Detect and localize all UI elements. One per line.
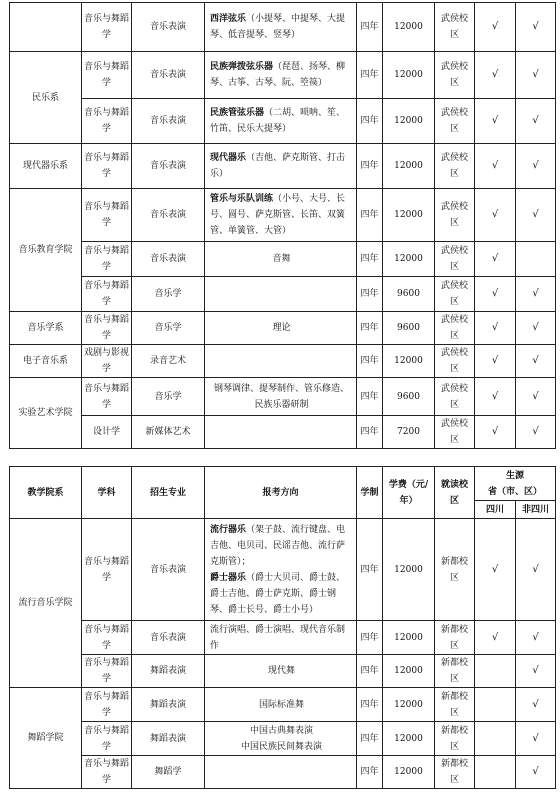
subject-cell: 音乐与舞蹈学 <box>82 189 132 242</box>
sichuan-check: √ <box>475 416 516 449</box>
subject-cell: 音乐与舞蹈学 <box>82 3 132 52</box>
non-sichuan-check: √ <box>516 52 556 99</box>
subject-cell: 音乐与舞蹈学 <box>82 655 132 688</box>
major-cell: 录音艺术 <box>132 345 205 378</box>
table-row <box>10 655 556 688</box>
campus-cell: 新都校区 <box>435 655 475 688</box>
subject-cell: 设计学 <box>82 416 132 449</box>
sichuan-check: √ <box>475 3 516 52</box>
non-sichuan-check: √ <box>516 312 556 345</box>
direction-cell: 西洋弦乐（小提琴、中提琴、大提琴、低音提琴、竖琴） <box>205 3 357 52</box>
years-cell: 四年 <box>357 52 383 99</box>
years-cell: 四年 <box>357 378 383 416</box>
subject-cell: 音乐与舞蹈学 <box>82 99 132 144</box>
fee-cell: 12000 <box>383 345 435 378</box>
header-dept: 教学院系 <box>10 467 82 519</box>
subject-cell: 戏剧与影视学 <box>82 345 132 378</box>
major-cell: 舞蹈表演 <box>132 722 205 756</box>
major-cell: 舞蹈表演 <box>132 688 205 722</box>
years-cell: 四年 <box>357 3 383 52</box>
major-cell: 音乐表演 <box>132 52 205 99</box>
campus-cell: 武侯校区 <box>435 242 475 277</box>
direction-cell: 现代舞 <box>205 655 357 688</box>
subject-cell: 音乐与舞蹈学 <box>82 688 132 722</box>
sichuan-check: √ <box>475 277 516 312</box>
campus-cell: 武侯校区 <box>435 277 475 312</box>
years-cell: 四年 <box>357 345 383 378</box>
fee-cell: 12000 <box>383 756 435 789</box>
major-cell: 音乐学 <box>132 378 205 416</box>
major-cell: 音乐表演 <box>132 189 205 242</box>
subject-cell: 音乐与舞蹈学 <box>82 378 132 416</box>
fee-cell: 12000 <box>383 144 435 189</box>
sichuan-check: √ <box>475 378 516 416</box>
years-cell: 四年 <box>357 312 383 345</box>
sichuan-check: √ <box>475 144 516 189</box>
dept-cell: 现代器乐系 <box>10 144 82 189</box>
campus-cell: 武侯校区 <box>435 52 475 99</box>
dept-cell: 电子音乐系 <box>10 345 82 378</box>
header-non-sichuan: 非四川 <box>516 501 556 519</box>
sichuan-check <box>475 655 516 688</box>
years-cell: 四年 <box>357 519 383 621</box>
fee-cell: 12000 <box>383 3 435 52</box>
direction-cell <box>205 416 357 449</box>
header-sichuan: 四川 <box>475 501 516 519</box>
non-sichuan-check: √ <box>516 189 556 242</box>
table-row <box>10 519 556 621</box>
table-row <box>10 189 556 242</box>
table-header-row <box>10 467 556 501</box>
table-row <box>10 99 556 144</box>
fee-cell: 12000 <box>383 99 435 144</box>
direction-cell: 流行演唱、爵士演唱、现代音乐制作 <box>205 621 357 655</box>
subject-cell: 音乐与舞蹈学 <box>82 242 132 277</box>
admissions-table-popular-dance <box>9 466 556 789</box>
years-cell: 四年 <box>357 144 383 189</box>
major-cell: 音乐学 <box>132 312 205 345</box>
subject-cell: 音乐与舞蹈学 <box>82 756 132 789</box>
sichuan-check: √ <box>475 345 516 378</box>
direction-cell <box>205 756 357 789</box>
header-years: 学制 <box>357 467 383 519</box>
table-row <box>10 277 556 312</box>
dept-cell: 流行音乐学院 <box>10 519 82 688</box>
table-row <box>10 52 556 99</box>
campus-cell: 新都校区 <box>435 621 475 655</box>
non-sichuan-check: √ <box>516 99 556 144</box>
table-row <box>10 3 556 52</box>
header-source <box>475 467 556 501</box>
sichuan-check: √ <box>475 621 516 655</box>
header-source-sub: 省（市、区） <box>488 486 543 497</box>
non-sichuan-check: √ <box>516 378 556 416</box>
admissions-table-continued <box>9 2 556 449</box>
major-cell: 音乐表演 <box>132 144 205 189</box>
campus-cell: 新都校区 <box>435 756 475 789</box>
years-cell: 四年 <box>357 242 383 277</box>
non-sichuan-check: √ <box>516 3 556 52</box>
direction-cell: 音舞 <box>205 242 357 277</box>
sichuan-check: √ <box>475 189 516 242</box>
header-subject: 学科 <box>82 467 132 519</box>
sichuan-check: √ <box>475 519 516 621</box>
non-sichuan-check: √ <box>516 345 556 378</box>
campus-cell: 新都校区 <box>435 722 475 756</box>
direction-cell <box>205 277 357 312</box>
header-major: 招生专业 <box>132 467 205 519</box>
table-row <box>10 378 556 416</box>
campus-cell: 武侯校区 <box>435 3 475 52</box>
table-row <box>10 688 556 722</box>
table-row <box>10 345 556 378</box>
campus-cell: 武侯校区 <box>435 312 475 345</box>
campus-cell: 新都校区 <box>435 688 475 722</box>
campus-cell: 武侯校区 <box>435 144 475 189</box>
years-cell: 四年 <box>357 189 383 242</box>
direction-cell: 中国古典舞表演 中国民族民间舞表演 <box>205 722 357 756</box>
subject-cell: 音乐与舞蹈学 <box>82 144 132 189</box>
header-direction: 报考方向 <box>205 467 357 519</box>
fee-cell: 12000 <box>383 621 435 655</box>
direction-cell <box>205 345 357 378</box>
direction-cell: 国际标准舞 <box>205 688 357 722</box>
table-row <box>10 416 556 449</box>
campus-cell: 武侯校区 <box>435 378 475 416</box>
years-cell: 四年 <box>357 722 383 756</box>
fee-cell: 12000 <box>383 722 435 756</box>
subject-cell: 音乐与舞蹈学 <box>82 621 132 655</box>
major-cell: 音乐表演 <box>132 3 205 52</box>
fee-cell: 9600 <box>383 378 435 416</box>
direction-cell: 现代器乐（吉他、萨克斯管、打击乐） <box>205 144 357 189</box>
sichuan-check <box>475 688 516 722</box>
years-cell: 四年 <box>357 688 383 722</box>
major-cell: 舞蹈表演 <box>132 655 205 688</box>
non-sichuan-check: √ <box>516 416 556 449</box>
subject-cell: 音乐与舞蹈学 <box>82 519 132 621</box>
sichuan-check: √ <box>475 312 516 345</box>
campus-cell: 武侯校区 <box>435 99 475 144</box>
major-cell: 音乐表演 <box>132 99 205 144</box>
table-row <box>10 312 556 345</box>
table-row <box>10 144 556 189</box>
fee-cell: 12000 <box>383 688 435 722</box>
subject-cell: 音乐与舞蹈学 <box>82 312 132 345</box>
sichuan-check: √ <box>475 99 516 144</box>
campus-cell: 武侯校区 <box>435 189 475 242</box>
years-cell: 四年 <box>357 655 383 688</box>
header-fee: 学费（元/年） <box>383 467 435 519</box>
fee-cell: 12000 <box>383 52 435 99</box>
non-sichuan-check: √ <box>516 621 556 655</box>
table-row <box>10 621 556 655</box>
fee-cell: 9600 <box>383 312 435 345</box>
non-sichuan-check: √ <box>516 756 556 789</box>
years-cell: 四年 <box>357 99 383 144</box>
direction-cell: 理论 <box>205 312 357 345</box>
non-sichuan-check: √ <box>516 277 556 312</box>
fee-cell: 12000 <box>383 242 435 277</box>
major-cell: 舞蹈学 <box>132 756 205 789</box>
major-cell: 音乐表演 <box>132 621 205 655</box>
sichuan-check: √ <box>475 242 516 277</box>
subject-cell: 音乐与舞蹈学 <box>82 52 132 99</box>
major-cell: 音乐学 <box>132 277 205 312</box>
years-cell: 四年 <box>357 621 383 655</box>
fee-cell: 12000 <box>383 189 435 242</box>
dept-cell: 民乐系 <box>10 52 82 144</box>
years-cell: 四年 <box>357 756 383 789</box>
dept-cell <box>10 3 82 52</box>
direction-cell: 流行器乐（架子鼓、流行键盘、电吉他、电贝司、民谣吉他、流行萨克斯管）； 爵士器乐（爵士大贝司、爵士鼓、爵士吉他、爵士萨克斯、爵士钢琴、爵士长号、爵士小号） <box>205 519 357 621</box>
subject-cell: 音乐与舞蹈学 <box>82 277 132 312</box>
dept-cell: 舞蹈学院 <box>10 688 82 789</box>
non-sichuan-check: √ <box>516 655 556 688</box>
fee-cell: 7200 <box>383 416 435 449</box>
dept-cell: 实验艺术学院 <box>10 378 82 449</box>
non-sichuan-check: √ <box>516 722 556 756</box>
sichuan-check <box>475 722 516 756</box>
direction-cell: 民族弹拨弦乐器（琵琶、扬琴、柳琴、古筝、古琴、阮、箜篌） <box>205 52 357 99</box>
years-cell: 四年 <box>357 277 383 312</box>
table-row <box>10 242 556 277</box>
non-sichuan-check: √ <box>516 144 556 189</box>
table-row <box>10 722 556 756</box>
header-source-title: 生源 <box>506 470 525 481</box>
years-cell: 四年 <box>357 416 383 449</box>
fee-cell: 9600 <box>383 277 435 312</box>
fee-cell: 12000 <box>383 655 435 688</box>
non-sichuan-check <box>516 242 556 277</box>
campus-cell: 武侯校区 <box>435 416 475 449</box>
dept-cell: 音乐学系 <box>10 312 82 345</box>
major-cell: 新媒体艺术 <box>132 416 205 449</box>
subject-cell: 音乐与舞蹈学 <box>82 722 132 756</box>
non-sichuan-check: √ <box>516 519 556 621</box>
sichuan-check: √ <box>475 52 516 99</box>
sichuan-check <box>475 756 516 789</box>
fee-cell: 12000 <box>383 519 435 621</box>
dept-cell: 音乐教育学院 <box>10 189 82 312</box>
direction-cell: 钢琴调律、提琴制作、管乐修造、民族乐器研制 <box>205 378 357 416</box>
table-row <box>10 756 556 789</box>
major-cell: 音乐表演 <box>132 519 205 621</box>
non-sichuan-check: √ <box>516 688 556 722</box>
campus-cell: 武侯校区 <box>435 345 475 378</box>
direction-cell: 民族管弦乐器（二胡、唢呐、笙、竹笛、民乐大提琴） <box>205 99 357 144</box>
campus-cell: 新都校区 <box>435 519 475 621</box>
header-campus: 就读校区 <box>435 467 475 519</box>
direction-cell: 管乐与乐队训练（小号、大号、长号、圆号、萨克斯管、长笛、双簧管、单簧管、大管） <box>205 189 357 242</box>
major-cell: 音乐表演 <box>132 242 205 277</box>
